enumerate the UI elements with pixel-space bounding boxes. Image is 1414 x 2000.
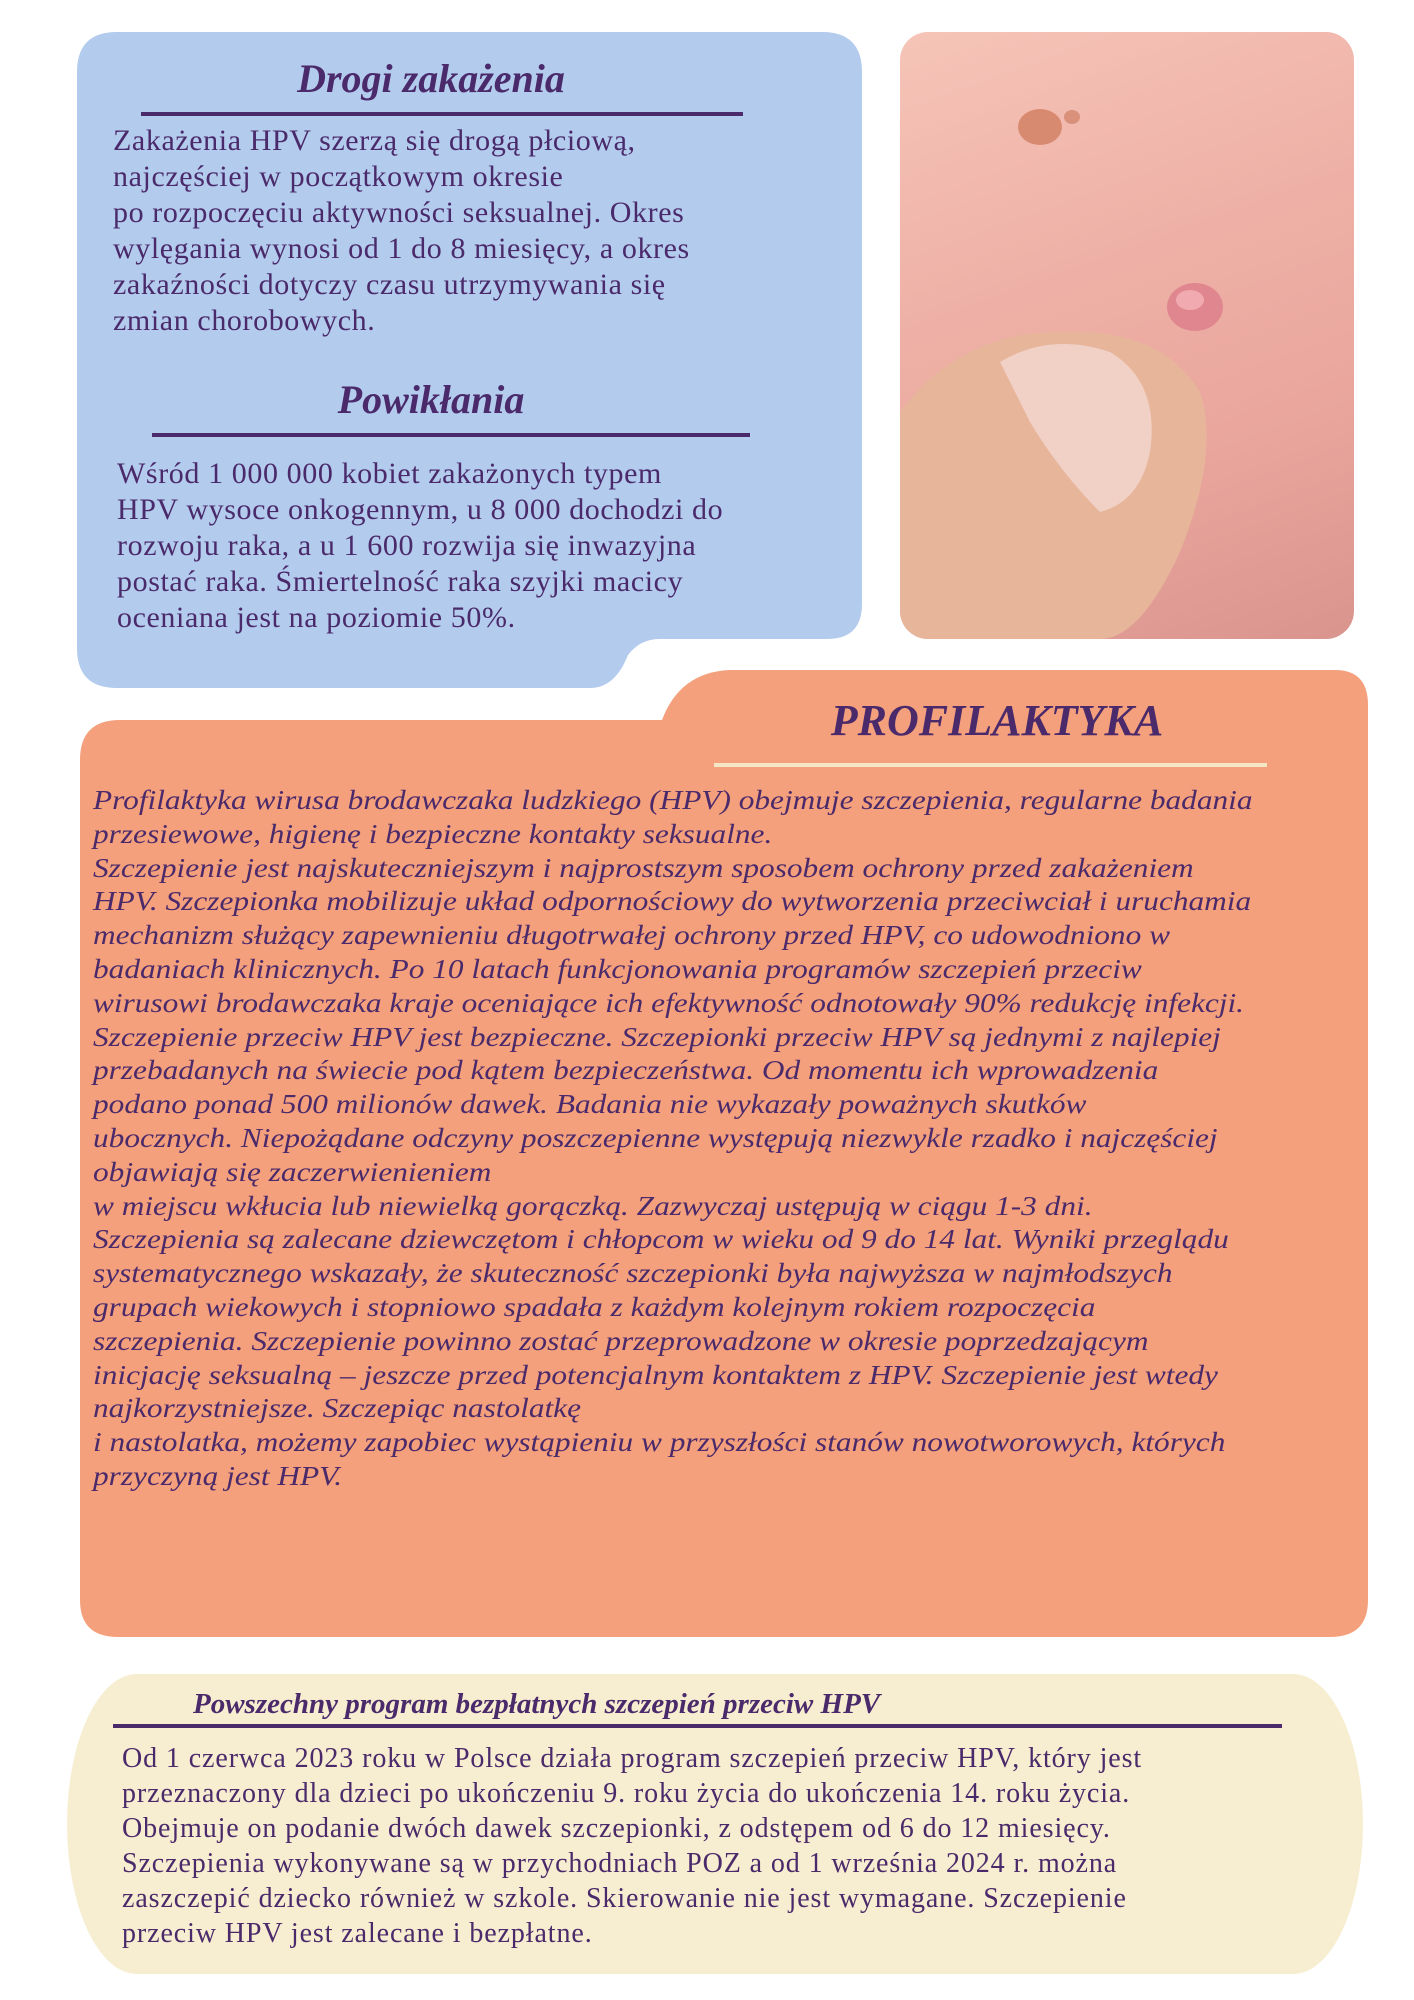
text-line: Obejmuje on podanie dwóch dawek szczepionki, z odstępem od 6 do 12 miesięcy. xyxy=(122,1813,1111,1844)
text-line: rozwoju raka, a u 1 600 rozwija się inwazyjna xyxy=(117,529,697,562)
text-line: przebadanych na świecie pod kątem bezpieczeństwa. Od momentu ich wprowadzenia xyxy=(93,1055,1159,1086)
text-line: Wśród 1 000 000 kobiet zakażonych typem xyxy=(117,457,662,490)
transmission-title-underline xyxy=(141,112,743,116)
text-line: HPV. Szczepionka mobilizuje układ odpornościowy do wytworzenia przeciwciał i uruchamia xyxy=(93,886,1252,917)
text-line: objawiają się zaczerwienieniem xyxy=(93,1156,492,1187)
text-line: Profilaktyka wirusa brodawczaka ludzkiego (HPV) obejmuje szczepienia, regularne badania xyxy=(93,785,1253,815)
text-line: Szczepienia są zalecane dziewczętom i chłopcom w wieku od 9 do 14 lat. Wyniki przeglądu xyxy=(93,1224,1229,1255)
text-line: HPV wysoce onkogennym, u 8 000 dochodzi do xyxy=(117,493,724,526)
complications-title-underline xyxy=(152,433,750,437)
text-line: najczęściej w początkowym okresie xyxy=(113,160,564,193)
text-line: mechanizm służący zapewnieniu długotrwałej ochrony przed HPV, co udowodniono w xyxy=(93,920,1170,951)
prophylaxis-title-underline xyxy=(714,763,1267,767)
text-line: szczepienia. Szczepienie powinno zostać przeprowadzone w okresie poprzedzającym xyxy=(93,1325,1149,1356)
text-line: Zakażenia HPV szerzą się drogą płciową, xyxy=(113,124,636,157)
text-line: podano ponad 500 milionów dawek. Badania nie wykazały poważnych skutków xyxy=(93,1089,1087,1120)
text-line: Od 1 czerwca 2023 roku w Polsce działa program szczepień przeciw HPV, który jest xyxy=(122,1743,1143,1774)
text-line: wylęgania wynosi od 1 do 8 miesięcy, a okres xyxy=(113,232,690,265)
prophylaxis-title: PROFILAKTYKA xyxy=(830,696,1164,745)
text-line: zmian chorobowych. xyxy=(113,304,376,337)
text-line: Szczepienie jest najskuteczniejszym i najprostszym sposobem ochrony przed zakażeniem xyxy=(93,852,1194,883)
program-title: Powszechny program bezpłatnych szczepień przeciw HPV xyxy=(193,1688,881,1720)
program-title-underline xyxy=(113,1724,1282,1728)
complications-title: Powikłania xyxy=(337,377,525,422)
text-line: zaszczepić dziecko również w szkole. Skierowanie nie jest wymagane. Szczepienie xyxy=(122,1883,1127,1914)
text-line: przyczyną jest HPV. xyxy=(93,1460,343,1491)
text-line: wirusowi brodawczaka kraje oceniające ich efektywność odnotowały 90% redukcję infekcji. xyxy=(93,987,1245,1018)
transmission-title: Drogi zakażenia xyxy=(297,56,565,101)
text-line: inicjację seksualną – jeszcze przed potencjalnym kontaktem z HPV. Szczepienie jest wtedy xyxy=(93,1359,1218,1390)
text-line: postać raka. Śmiertelność raka szyjki macicy xyxy=(117,565,684,598)
text-line: w miejscu wkłucia lub niewielką gorączką. Zazwyczaj ustępują w ciągu 1-3 dni. xyxy=(93,1190,1093,1221)
text-line: przeciw HPV jest zalecane i bezpłatne. xyxy=(122,1918,593,1949)
text-line: ubocznych. Niepożądane odczyny poszczepienne występują niezwykle rzadko i najczęściej xyxy=(93,1122,1218,1153)
text-line: i nastolatka, możemy zapobiec wystąpieniu w przyszłości stanów nowotworowych, których xyxy=(93,1427,1226,1458)
text-line: przeznaczony dla dzieci po ukończeniu 9. roku życia do ukończenia 14. roku życia. xyxy=(122,1778,1131,1809)
text-line: oceniana jest na poziomie 50%. xyxy=(117,601,516,634)
text-line: zakaźności dotyczy czasu utrzymywania się xyxy=(113,268,666,301)
transmission-text xyxy=(113,123,690,339)
complications-text xyxy=(117,456,723,636)
program-text xyxy=(122,1741,1142,1951)
text-line: po rozpoczęciu aktywności seksualnej. Okres xyxy=(113,196,685,229)
prophylaxis-text xyxy=(93,784,1253,1494)
text-line: badaniach klinicznych. Po 10 latach funkcjonowania programów szczepień przeciw xyxy=(93,953,1142,984)
text-line: systematycznego wskazały, że skuteczność szczepionki była najwyższa w najmłodszych xyxy=(93,1258,1173,1289)
text-line: Szczepienie przeciw HPV jest bezpieczne. Szczepionki przeciw HPV są jednymi z najlepiej xyxy=(93,1021,1221,1052)
text-line: najkorzystniejsze. Szczepiąc nastolatkę xyxy=(93,1393,581,1424)
text-line: grupach wiekowych i stopniowo spadała z każdym kolejnym rokiem rozpoczęcia xyxy=(93,1291,1096,1322)
text-line: Szczepienia wykonywane są w przychodniach POZ a od 1 września 2024 r. można xyxy=(122,1848,1118,1879)
wart-skin-photo xyxy=(900,32,1354,639)
text-line: przesiewowe, higienę i bezpieczne kontakty seksualne. xyxy=(93,818,773,849)
